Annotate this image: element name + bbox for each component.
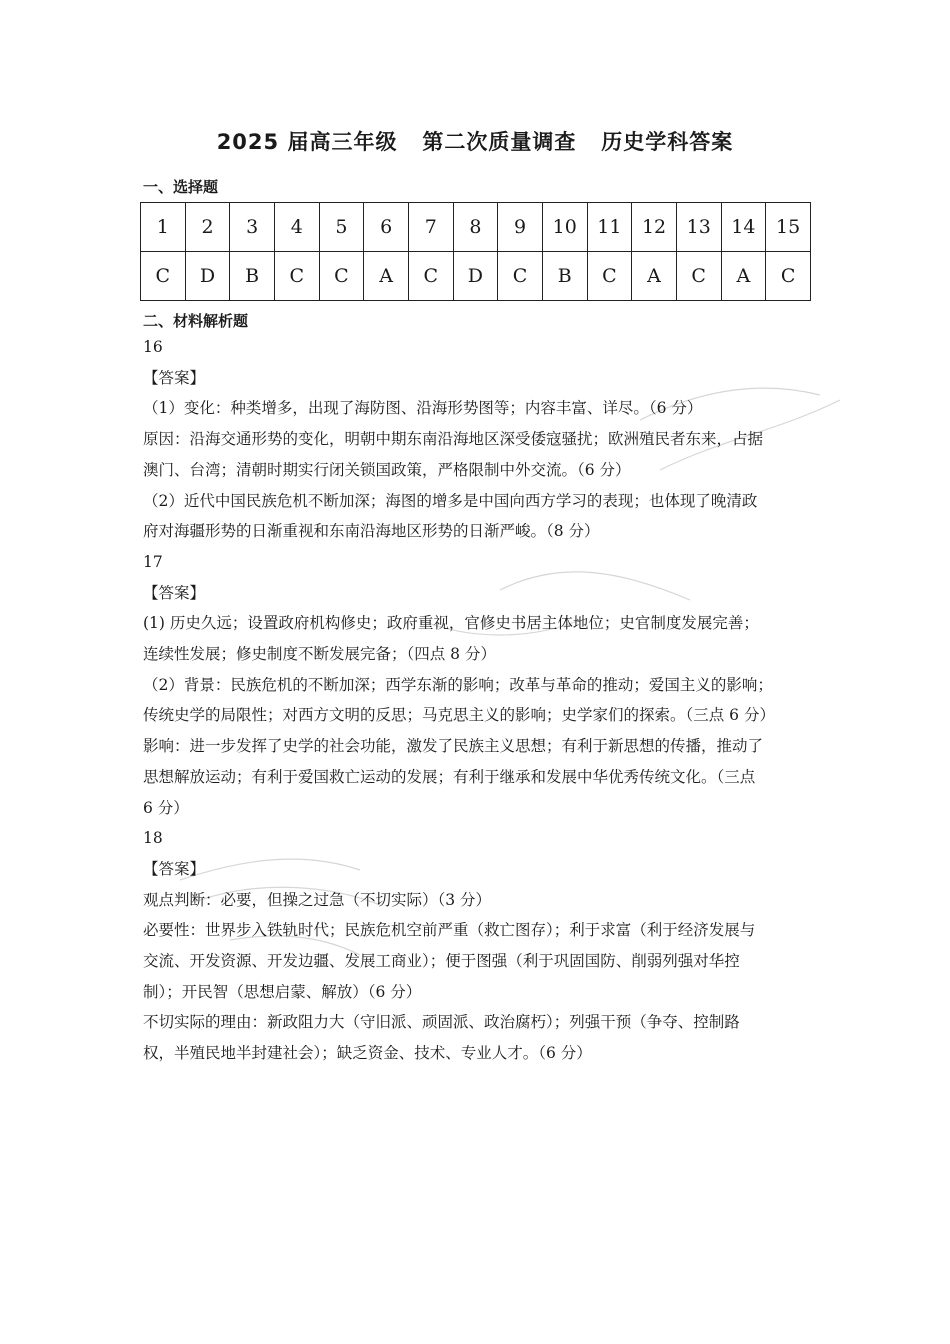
table-cell: 5 xyxy=(319,203,364,252)
answer-line: 连续性发展；修史制度不断发展完备；（四点 8 分） xyxy=(143,645,496,664)
table-cell: C xyxy=(408,252,453,301)
question-number-16: 16 xyxy=(143,338,163,356)
table-cell: C xyxy=(274,252,319,301)
table-cell: 12 xyxy=(632,203,677,252)
table-cell: 15 xyxy=(766,203,811,252)
table-row-numbers xyxy=(141,203,811,252)
section-heading-choice: 一、选择题 xyxy=(143,178,219,196)
answer-line: （2）近代中国民族危机不断加深；海图的增多是中国向西方学习的表现；也体现了晚清政 xyxy=(143,491,758,510)
table-cell: C xyxy=(587,252,632,301)
table-cell: 3 xyxy=(230,203,275,252)
answer-line: 权，半殖民地半封建社会）；缺乏资金、技术、专业人才。（6 分） xyxy=(143,1044,592,1063)
table-cell: C xyxy=(141,252,186,301)
table-cell: A xyxy=(364,252,409,301)
page-title: 2025 届高三年级 第二次质量调查 历史学科答案 xyxy=(216,130,734,154)
answer-line: 澳门、台湾；清朝时期实行闭关锁国政策，严格限制中外交流。（6 分） xyxy=(143,460,631,479)
answer-line: 不切实际的理由：新政阻力大（守旧派、顽固派、政治腐朽）；列强干预（争夺、控制路 xyxy=(143,1013,740,1032)
answer-line: 影响：进一步发挥了史学的社会功能，激发了民族主义思想；有利于新思想的传播，推动了 xyxy=(143,737,764,756)
table-cell: D xyxy=(453,252,498,301)
answer-label: 【答案】 xyxy=(143,368,206,387)
table-cell: 14 xyxy=(721,203,766,252)
table-cell: A xyxy=(632,252,677,301)
table-cell: B xyxy=(230,252,275,301)
answer-line: （1）变化：种类增多，出现了海防图、沿海形势图等；内容丰富、详尽。（6 分） xyxy=(143,399,703,418)
answer-table xyxy=(140,202,811,301)
table-cell: 7 xyxy=(408,203,453,252)
answer-line: 6 分） xyxy=(143,798,189,817)
answer-line: （2）背景：民族危机的不断加深；西学东渐的影响；改革与革命的推动；爱国主义的影响； xyxy=(143,675,773,694)
table-cell: C xyxy=(319,252,364,301)
table-cell: 1 xyxy=(141,203,186,252)
answer-line: 思想解放运动；有利于爱国救亡运动的发展；有利于继承和发展中华优秀传统文化。（三点 xyxy=(143,767,756,786)
table-cell: 4 xyxy=(274,203,319,252)
table-cell: 6 xyxy=(364,203,409,252)
question-number-17: 17 xyxy=(143,552,163,571)
section-heading-analysis: 二、材料解析题 xyxy=(143,312,249,330)
table-cell: 11 xyxy=(587,203,632,252)
table-cell: D xyxy=(185,252,230,301)
answer-line: 府对海疆形势的日渐重视和东南沿海地区形势的日渐严峻。（8 分） xyxy=(143,522,600,541)
table-cell: 13 xyxy=(676,203,721,252)
table-cell: C xyxy=(676,252,721,301)
table-cell: A xyxy=(721,252,766,301)
answer-line: 交流、开发资源、开发边疆、发展工商业）；便于图强（利于巩固国防、削弱列强对华控 xyxy=(143,952,740,971)
table-cell: C xyxy=(766,252,811,301)
answer-line: 原因：沿海交通形势的变化，明朝中期东南沿海地区深受倭寇骚扰；欧洲殖民者东来，占据 xyxy=(143,430,764,449)
table-cell: 8 xyxy=(453,203,498,252)
table-cell: 9 xyxy=(498,203,543,252)
table-cell: C xyxy=(498,252,543,301)
table-cell: 2 xyxy=(185,203,230,252)
table-cell: B xyxy=(542,252,587,301)
table-row-answers xyxy=(141,252,811,301)
answer-label: 【答案】 xyxy=(143,859,206,878)
question-number-18: 18 xyxy=(143,829,163,848)
answer-line: 必要性：世界步入铁轨时代；民族危机空前严重（救亡图存）；利于求富（利于经济发展与 xyxy=(143,921,756,940)
answer-line: (1) 历史久远；设置政府机构修史；政府重视，官修史书居主体地位；史官制度发展完善； xyxy=(143,614,759,633)
answer-content xyxy=(143,332,823,1069)
answer-line: 制）；开民智（思想启蒙、解放）（6 分） xyxy=(143,982,422,1001)
table-cell: 10 xyxy=(542,203,587,252)
answer-line: 传统史学的局限性；对西方文明的反思；马克思主义的影响；史学家们的探索。（三点 6 分） xyxy=(143,706,775,725)
answer-label: 【答案】 xyxy=(143,583,206,602)
answer-line: 观点判断：必要，但操之过急（不切实际）（3 分） xyxy=(143,890,492,909)
